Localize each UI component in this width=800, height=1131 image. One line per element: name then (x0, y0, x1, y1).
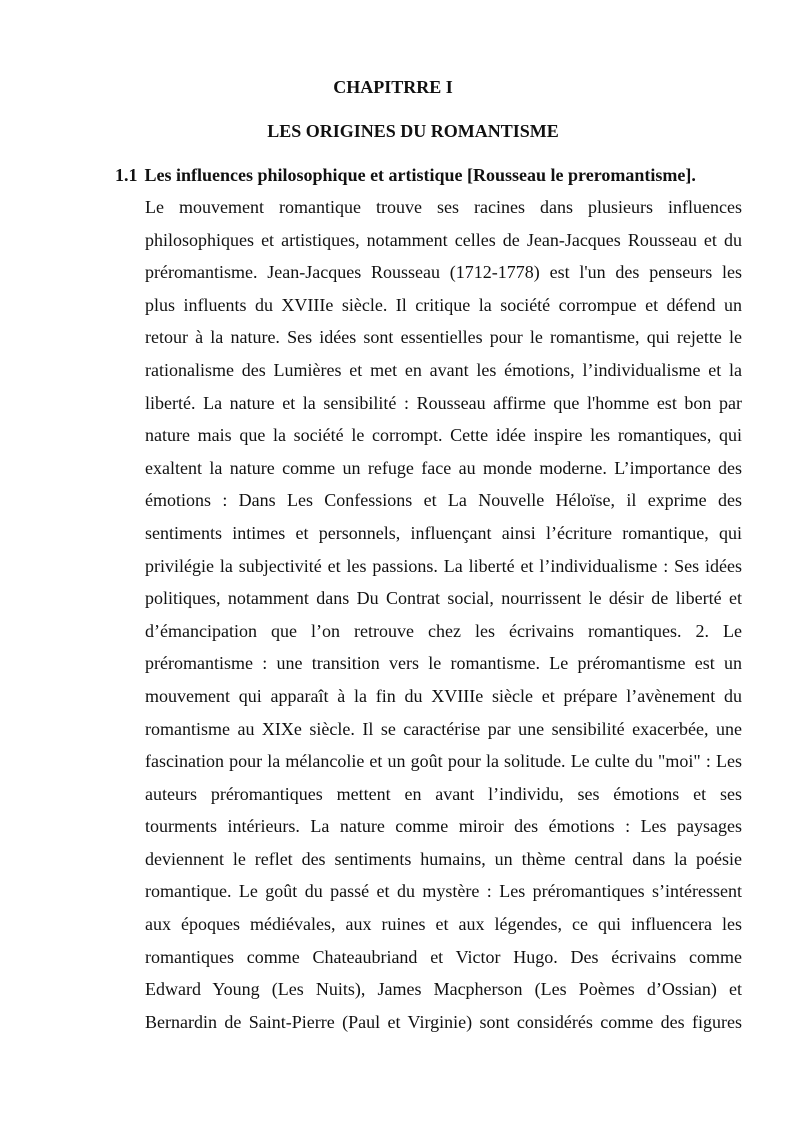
body-line: auteurs préromantiques mettent en avant l’individu, ses émotions et ses (145, 783, 742, 804)
body-paragraph (145, 191, 742, 1038)
body-line: privilégie la subjectivité et les passions. La liberté et l’individualisme : Ses idées (145, 555, 742, 576)
body-line: mouvement qui apparaît à la fin du XVIIIe siècle et prépare l’avènement du (145, 685, 742, 706)
body-line: romantiques comme Chateaubriand et Victor Hugo. Des écrivains comme (145, 946, 742, 967)
body-line: préromantisme. Jean-Jacques Rousseau (1712-1778) est l'un des penseurs les (145, 262, 742, 283)
body-line: aux époques médiévales, aux ruines et aux légendes, ce qui influencera les (145, 914, 742, 935)
body-line: d’émancipation que l’on retrouve chez les écrivains romantiques. 2. Le (145, 620, 742, 641)
chapter-title: CHAPITRRE I (333, 77, 453, 97)
body-line: fascination pour la mélancolie et un goût pour la solitude. Le culte du "moi" : Les (145, 751, 742, 772)
body-line: romantique. Le goût du passé et du mystère : Les préromantiques s’intéressent (145, 881, 742, 902)
body-line: Bernardin de Saint-Pierre (Paul et Virginie) sont considérés comme des figures (145, 1011, 742, 1032)
body-line: philosophiques et artistiques, notamment celles de Jean-Jacques Rousseau et du (145, 229, 742, 250)
body-line: exaltent la nature comme un refuge face au monde moderne. L’importance des (145, 457, 742, 478)
body-line: nature mais que la société le corrompt. Cette idée inspire les romantiques, qui (145, 425, 742, 446)
body-line: retour à la nature. Ses idées sont essentielles pour le romantisme, qui rejette le (145, 327, 742, 348)
body-line: tourments intérieurs. La nature comme miroir des émotions : Les paysages (145, 816, 742, 837)
section-number: 1.1 (115, 165, 138, 185)
body-line: deviennent le reflet des sentiments humains, un thème central dans la poésie (145, 848, 742, 869)
chapter-subtitle: LES ORIGINES DU ROMANTISME (267, 121, 559, 141)
body-line: politiques, notamment dans Du Contrat social, nourrissent le désir de liberté et (145, 588, 742, 609)
section-heading (115, 164, 755, 186)
body-line: romantisme au XIXe siècle. Il se caractérise par une sensibilité exacerbée, une (145, 718, 742, 739)
body-line: émotions : Dans Les Confessions et La Nouvelle Héloïse, il exprime des (145, 490, 742, 511)
body-line: préromantisme : une transition vers le romantisme. Le préromantisme est un (145, 653, 742, 674)
body-line: Le mouvement romantique trouve ses racines dans plusieurs influences (145, 197, 742, 217)
body-line: plus influents du XVIIIe siècle. Il critique la société corrompue et défend un (145, 294, 742, 315)
body-line: rationalisme des Lumières et met en avant les émotions, l’individualisme et la (145, 359, 742, 380)
section-title: Les influences philosophique et artistique [Rousseau le preromantisme]. (144, 165, 696, 185)
body-line: liberté. La nature et la sensibilité : Rousseau affirme que l'homme est bon par (145, 392, 742, 413)
body-line: Edward Young (Les Nuits), James Macpherson (Les Poèmes d’Ossian) et (145, 979, 742, 1000)
body-line: sentiments intimes et personnels, influençant ainsi l’écriture romantique, qui (145, 522, 742, 543)
